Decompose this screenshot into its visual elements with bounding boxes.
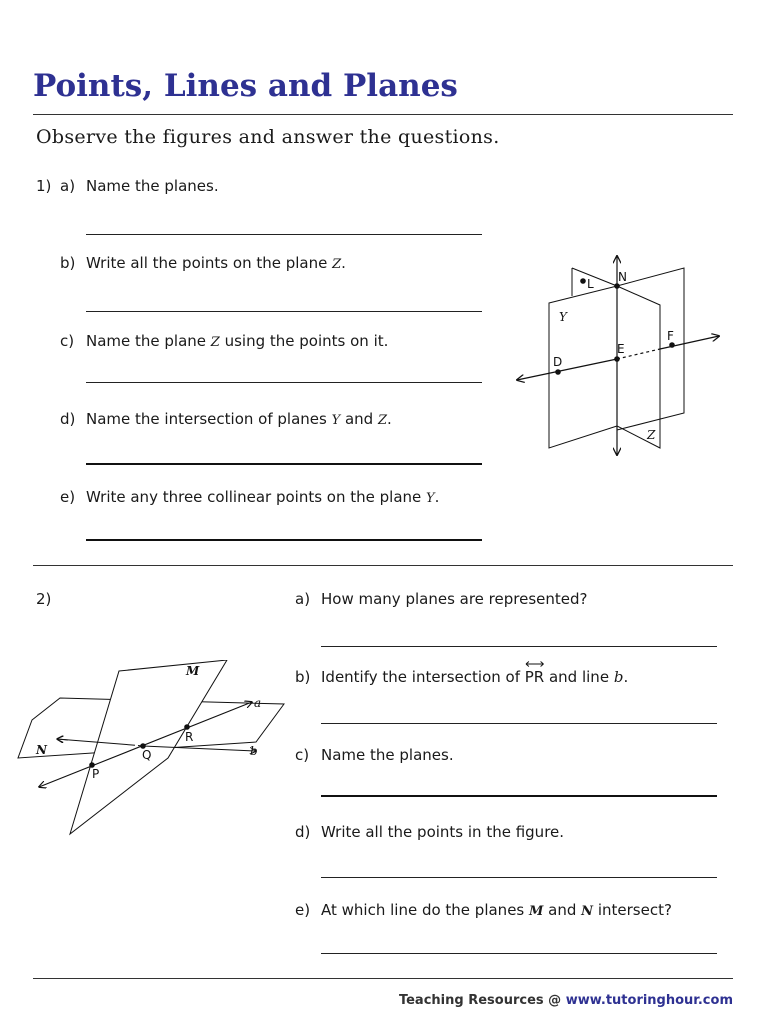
line-pr-label: PR [524,668,545,686]
q1c-answer-line[interactable] [86,382,482,383]
q2e-mid: and [543,901,582,919]
figure-2-planes-m-n [12,660,292,840]
q2a-answer-line[interactable] [321,646,717,647]
title-divider [33,114,733,115]
q1b-pre: Write all the points on the plane [86,254,333,272]
point-r [184,724,190,730]
label-plane-z: Z [647,428,656,442]
q2b-pre: Identify the intersection of [321,668,525,686]
q1a-letter: a) [60,177,76,195]
q2b-answer-line[interactable] [321,723,717,724]
q2b-mid: and line [544,668,614,686]
footer-label: Teaching Resources @ [398,993,566,1008]
footer [399,993,733,1008]
q1d-text [86,410,392,428]
point-d [555,369,561,375]
q1e-letter: e) [60,488,76,506]
footer-url-link[interactable]: www.tutoringhour.com [565,993,733,1008]
q1a-answer-line[interactable] [86,234,482,235]
plane-y-symbol: Y [426,491,435,506]
plane-z-symbol: Z [332,257,342,272]
question-2-number: 2) [36,590,52,608]
q2e-text [321,901,672,919]
label-line-a: a [254,696,262,710]
q1d-answer-line[interactable] [86,463,482,465]
figure-1-planes-y-z [505,248,730,463]
q2d-answer-line[interactable] [321,877,717,878]
q1a-text: Name the planes. [86,177,219,195]
q1e-answer-line[interactable] [86,539,482,541]
label-plane-y: Y [559,310,567,324]
plane-z-symbol: Z [210,335,220,350]
double-arrow-icon [525,660,544,668]
q2d-text: Write all the points in the figure. [321,823,565,841]
q1d-post: . [386,410,392,428]
q1b-post: . [341,254,346,272]
q1b-answer-line[interactable] [86,311,482,312]
q1b-letter: b) [60,254,76,272]
q1c-text [86,332,388,350]
q2e-letter: e) [295,901,311,919]
label-d: D [553,355,563,369]
q1e-text [86,488,439,506]
label-r: R [185,730,194,744]
label-l: L [587,277,594,291]
point-l [580,278,586,284]
section-divider [33,565,733,566]
q1c-pre: Name the plane [86,332,211,350]
line-b-var: b [613,668,624,686]
q2e-post: intersect? [593,901,672,919]
q2c-letter: c) [295,746,310,764]
point-e [614,356,620,362]
q2a-text: How many planes are represented? [321,590,588,608]
q2d-letter: d) [295,823,311,841]
q1e-post: . [434,488,440,506]
q2c-answer-line[interactable] [321,795,717,797]
point-f [669,342,675,348]
q2b-text [321,668,628,686]
q2c-text: Name the planes. [321,746,454,764]
footer-divider [33,978,733,979]
q2a-letter: a) [295,590,311,608]
q1d-pre: Name the intersection of planes [86,410,332,428]
label-n: N [618,270,627,284]
plane-z-symbol: Z [377,413,387,428]
question-1-number: 1) [36,177,52,195]
line-pr-notation [525,668,544,686]
q2b-letter: b) [295,668,311,686]
q2e-answer-line[interactable] [321,953,717,954]
instructions: Observe the figures and answer the questions. [36,126,500,148]
q2e-pre: At which line do the planes [321,901,530,919]
q1c-post: using the points on it. [219,332,389,350]
q1e-pre: Write any three collinear points on the plane [86,488,427,506]
q1b-text [86,254,346,272]
page-title: Points, Lines and Planes [33,68,458,104]
q2b-post: . [623,668,629,686]
q1d-letter: d) [60,410,76,428]
q1d-mid: and [340,410,378,428]
label-p: P [92,767,100,781]
point-n [614,283,620,289]
label-line-b: b [250,744,258,758]
plane-m-symbol: M [529,904,544,919]
q1c-letter: c) [60,332,75,350]
label-plane-m: M [186,664,200,678]
label-f: F [667,329,674,343]
label-plane-n: N [36,743,47,757]
plane-back [617,268,684,430]
plane-n-symbol: N [581,904,594,919]
plane-y-symbol: Y [331,413,341,428]
label-e: E [617,342,625,356]
label-q: Q [142,748,152,762]
